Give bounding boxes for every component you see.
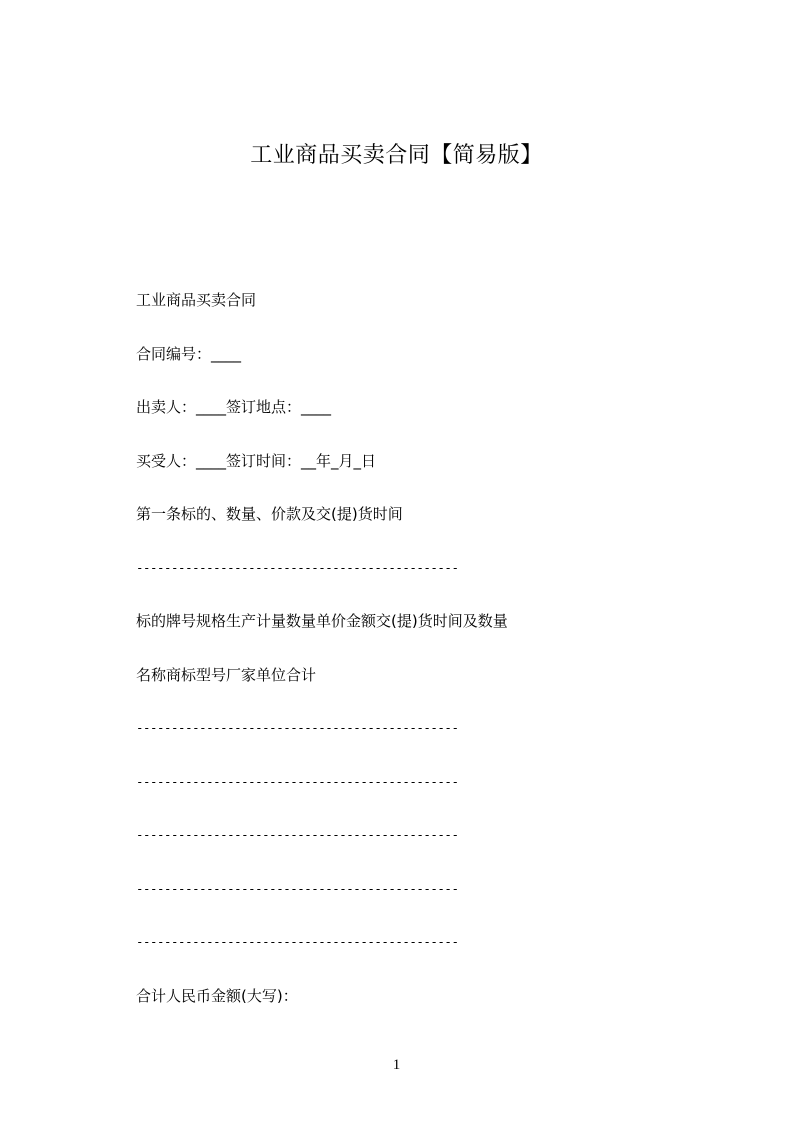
table-rule: ---------------------------------------------- xyxy=(136,827,459,842)
table-rule: ---------------------------------------------- xyxy=(136,880,459,896)
contract-number-line: 合同编号：____ xyxy=(136,344,242,363)
total-amount-line: 合计人民币金额(大写)： xyxy=(136,986,298,1005)
table-header-row-1: 标的牌号规格生产计量数量单价金额交(提)货时间及数量 xyxy=(136,612,508,630)
table-rule: ---------------------------------------------- xyxy=(136,559,459,575)
buyer-line: 买受人：____签订时间：__年_月_日 xyxy=(136,451,377,470)
page-number: 1 xyxy=(392,1057,401,1073)
table-rule: ---------------------------------------------- xyxy=(136,773,459,789)
document-body xyxy=(136,287,696,1036)
contract-heading: 工业商品买卖合同 xyxy=(136,291,257,309)
seller-line: 出卖人：____签订地点：____ xyxy=(136,398,332,416)
document-title: 工业商品买卖合同【简易版】 xyxy=(250,143,543,168)
table-header-row-2: 名称商标型号厂家单位合计 xyxy=(136,665,317,684)
table-rule: ---------------------------------------------- xyxy=(136,934,459,949)
table-rule: ---------------------------------------------- xyxy=(136,720,459,735)
article-one-heading: 第一条标的、数量、价款及交(提)货时间 xyxy=(136,505,403,523)
